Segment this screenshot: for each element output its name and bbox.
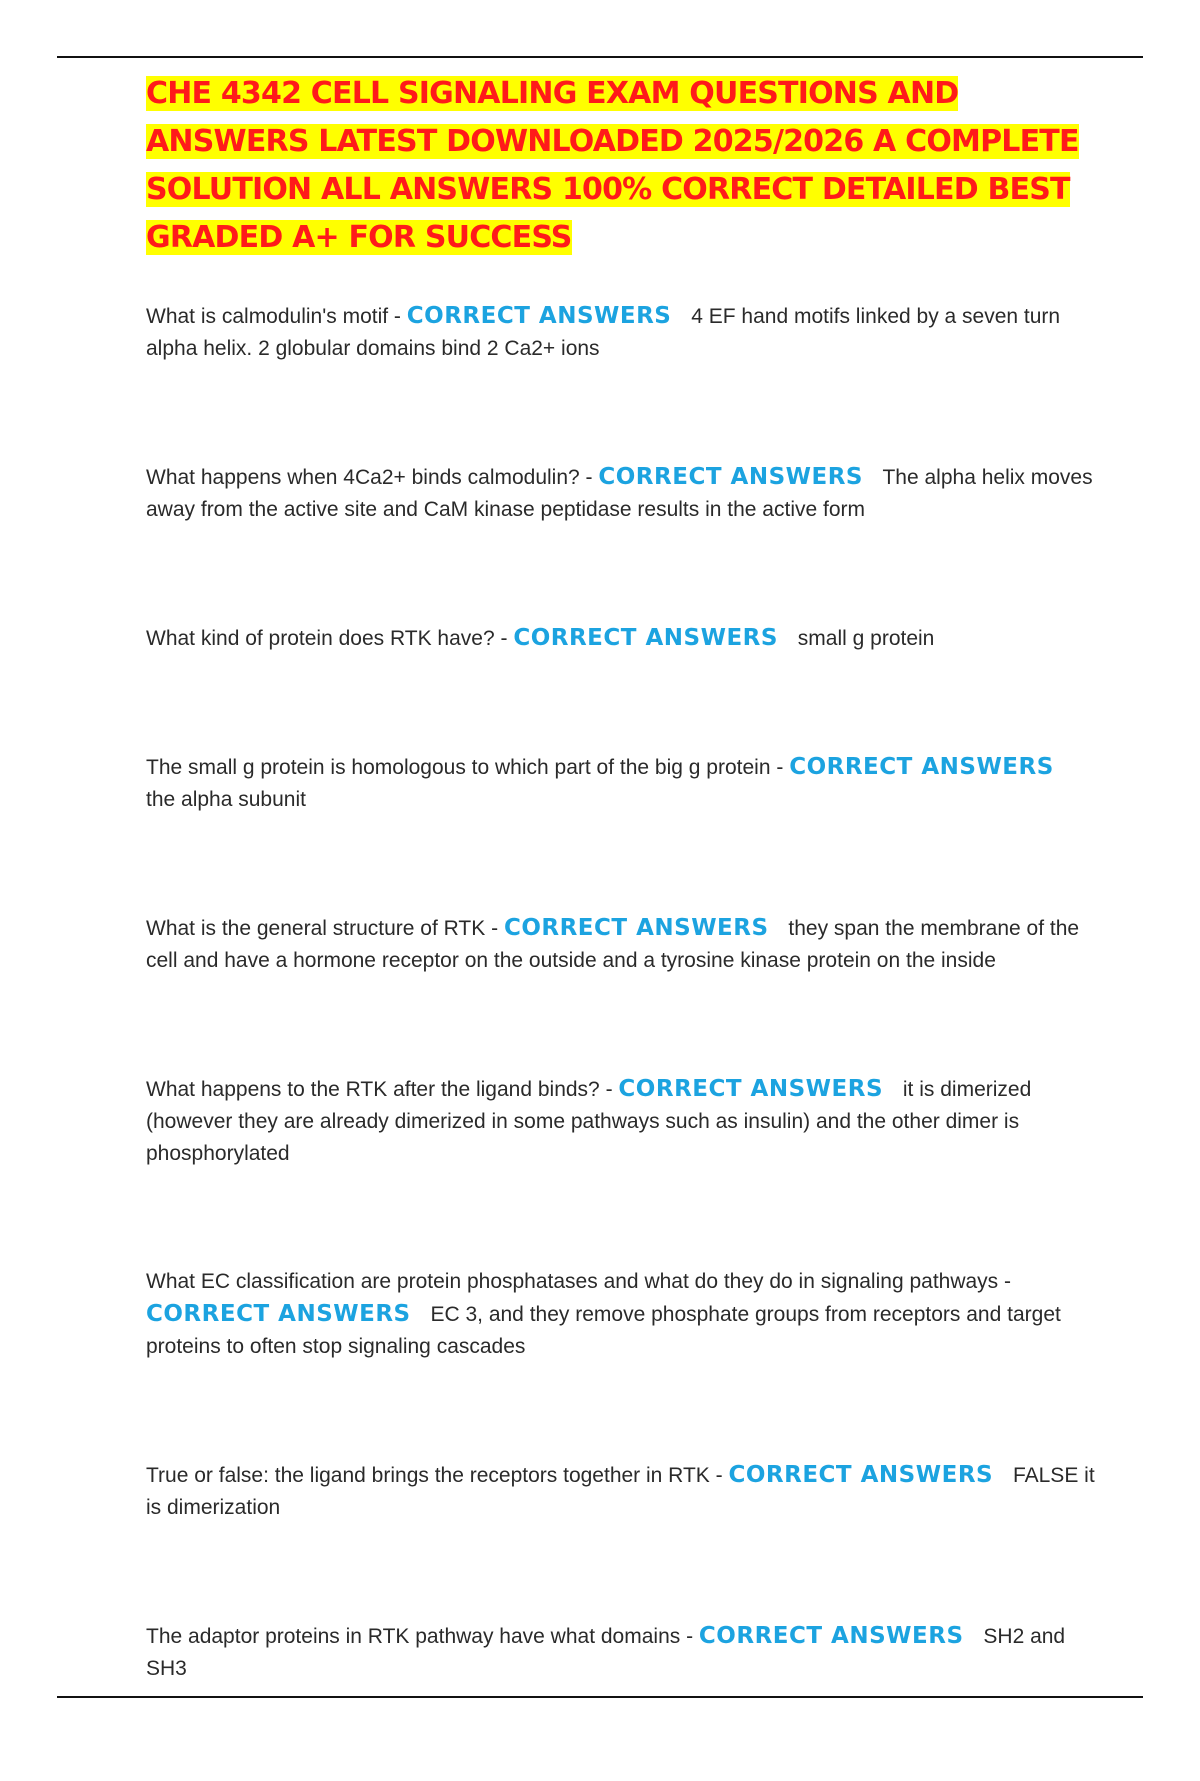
correct-answers-label: CORRECT ANSWERS — [789, 754, 1054, 780]
qa-item-3 — [146, 622, 1096, 655]
correct-answers-label: CORRECT ANSWERS — [146, 1301, 411, 1327]
correct-answers-label: CORRECT ANSWERS — [598, 464, 863, 490]
correct-answers-label: CORRECT ANSWERS — [513, 625, 778, 651]
answer-text: EC 3, and they remove phosphate groups from receptors and target proteins to often stop signaling cascades — [146, 1303, 1061, 1358]
correct-answers-label: CORRECT ANSWERS — [406, 303, 672, 329]
question-text: What happens when 4Ca2+ binds calmodulin? - — [146, 466, 593, 489]
qa-item-7 — [146, 1266, 1096, 1363]
document-page — [146, 70, 1096, 1781]
top-rule — [57, 56, 1143, 58]
answer-text: they span the membrane of the cell and have a hormone receptor on the outside and a tyrosine kinase protein on the inside — [146, 917, 1080, 972]
qa-item-1 — [146, 300, 1096, 365]
question-text: What kind of protein does RTK have? - — [146, 627, 508, 650]
correct-answers-label: CORRECT ANSWERS — [618, 1076, 884, 1102]
answer-text: SH2 and SH3 — [146, 1625, 1066, 1680]
question-text: The adaptor proteins in RTK pathway have what domains - — [146, 1625, 694, 1648]
question-text: True or false: the ligand brings the receptors together in RTK - — [146, 1464, 723, 1487]
qa-item-9 — [146, 1620, 1096, 1685]
correct-answers-label: CORRECT ANSWERS — [503, 915, 769, 941]
answer-text: 4 EF hand motifs linked by a seven turn alpha helix. 2 globular domains bind 2 Ca2+ ions — [146, 305, 1061, 360]
qa-item-6 — [146, 1073, 1096, 1170]
question-text: What EC classification are protein phosphatases and what do they do in signaling pathways - — [146, 1270, 1011, 1293]
document-title-text: CHE 4342 CELL SIGNALING EXAM QUESTIONS AND ANSWERS LATEST DOWNLOADED 2025/2026 A COMPLETE SOLUTION ALL ANSWERS 100% CORRECT DETAILED BEST GRADED A+ FOR SUCCESS — [146, 76, 1079, 255]
document-title — [146, 70, 1096, 262]
qa-item-8 — [146, 1459, 1096, 1524]
question-text: What is calmodulin's motif - — [146, 305, 401, 328]
answer-text: the alpha subunit — [146, 788, 306, 811]
answer-text: small g protein — [797, 627, 935, 650]
bottom-rule — [57, 1696, 1143, 1698]
qa-item-2 — [146, 461, 1096, 526]
answer-text: The alpha helix moves away from the active site and CaM kinase peptidase results in the active form — [146, 466, 1093, 521]
answer-text: it is dimerized (however they are already dimerized in some pathways such as insulin) and the other dimer is phosphorylated — [146, 1078, 1032, 1165]
answer-text: FALSE it is dimerization — [146, 1464, 1095, 1519]
question-text: What happens to the RTK after the ligand binds? - — [146, 1078, 613, 1101]
question-text: The small g protein is homologous to which part of the big g protein - — [146, 756, 784, 779]
qa-item-5 — [146, 912, 1096, 977]
qa-item-4 — [146, 751, 1096, 816]
correct-answers-label: CORRECT ANSWERS — [728, 1462, 994, 1488]
qa-list — [146, 300, 1096, 1685]
correct-answers-label: CORRECT ANSWERS — [698, 1623, 964, 1649]
question-text: What is the general structure of RTK - — [146, 917, 499, 940]
